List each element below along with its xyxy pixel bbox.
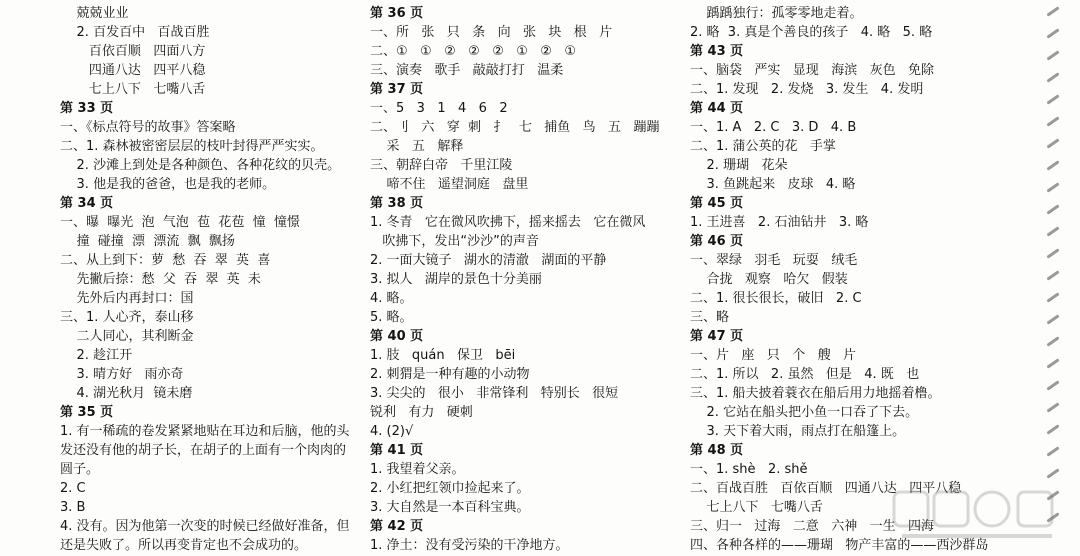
page-heading: 第 43 页 xyxy=(690,44,744,59)
answer-line: 啼不住 遥望洞庭 盘里 xyxy=(370,177,529,192)
answer-line: 3. 大自然是一本百科宝典。 xyxy=(370,500,530,515)
answer-line: 三、归一 过海 二意 六神 一生 四海 xyxy=(690,519,934,534)
answer-column-1 xyxy=(60,0,360,556)
answer-line: 二、1. 蒲公英的花 手掌 xyxy=(690,139,836,154)
binding-mark xyxy=(1046,270,1059,280)
answer-line: 1. 有一稀疏的卷发紧紧地贴在耳边和后脑，他的头 xyxy=(60,424,350,439)
binding-mark xyxy=(1046,94,1059,104)
answer-line: 3. 他是我的爸爸，也是我的老师。 xyxy=(60,177,276,192)
page-heading: 第 41 页 xyxy=(370,443,424,458)
answer-column-3 xyxy=(690,0,1010,556)
answer-line: 二、1. 所以 2. 虽然 但是 4. 既 也 xyxy=(690,367,920,382)
answer-line: 1. 冬青 它在微风吹拂下，摇来摇去 它在微风 xyxy=(370,215,646,230)
answer-line: 锐利 有力 硬刺 xyxy=(370,405,473,420)
page-heading: 第 38 页 xyxy=(370,196,424,211)
answer-line: 三、朝辞白帝 千里江陵 xyxy=(370,158,513,173)
binding-mark xyxy=(1046,314,1059,324)
answer-line: 一、1. A 2. C 3. D 4. B xyxy=(690,120,857,135)
answer-line: 1. 净土：没有受污染的干净地方。 xyxy=(370,538,569,553)
answer-line: 3. 天下着大雨，雨点打在船篷上。 xyxy=(690,424,906,439)
answer-line: 二、百战百胜 百依百顺 四通八达 四平八稳 xyxy=(690,481,962,496)
page-heading: 第 46 页 xyxy=(690,234,744,249)
page-heading: 第 37 页 xyxy=(370,82,424,97)
binding-mark xyxy=(1046,28,1059,38)
binding-mark xyxy=(1046,446,1059,456)
answer-line: 三、1. 船夫披着蓑衣在船后用力地摇着橹。 xyxy=(690,386,941,401)
answer-line: 还是失败了。所以再变肯定也不会成功的。 xyxy=(60,538,308,553)
binding-mark xyxy=(1046,358,1059,368)
page-heading: 第 44 页 xyxy=(690,101,744,116)
answer-line: 撞 碰撞 漂 漂流 飘 飘扬 xyxy=(60,234,235,249)
answer-line: 一、脑袋 严实 显现 海滨 灰色 免除 xyxy=(690,63,934,78)
answer-line: 二、1. 发现 2. 发烧 3. 发生 4. 发明 xyxy=(690,82,924,97)
answer-line: 百依百顺 四面八方 xyxy=(60,44,206,59)
answer-line: 二、从上到下：萝 愁 吞 翠 英 喜 xyxy=(60,253,271,268)
binding-mark xyxy=(1046,138,1059,148)
binding-mark xyxy=(1046,204,1059,214)
answer-line: 4. 湖光秋月 镜未磨 xyxy=(60,386,193,401)
answer-column-2 xyxy=(370,0,690,556)
page-heading: 第 45 页 xyxy=(690,196,744,211)
binding-mark xyxy=(1046,468,1059,478)
answer-line: 2. 它站在船头把小鱼一口吞了下去。 xyxy=(690,405,919,420)
answer-line: 3. 拟人 湖岸的景色十分美丽 xyxy=(370,272,542,287)
answer-line: 一、5 3 1 4 6 2 xyxy=(370,101,508,116)
answer-line: 4. 略。 xyxy=(370,291,413,306)
binding-mark xyxy=(1046,336,1059,346)
answer-line: 一、所 张 只 条 向 张 块 根 片 xyxy=(370,25,613,40)
answer-line: 2. 略 3. 真是个善良的孩子 4. 略 5. 略 xyxy=(690,25,933,40)
answer-line: 采 五 解释 xyxy=(370,139,464,154)
binding-mark xyxy=(1046,72,1059,82)
answer-line: 4. 没有。因为他第一次变的时候已经做好准备，但 xyxy=(60,519,350,534)
answer-line: 七上八下 七嘴八舌 xyxy=(690,500,823,515)
answer-line: 二、1. 森林被密密层层的枝叶封得严严实实。 xyxy=(60,139,324,154)
binding-mark xyxy=(1046,6,1059,16)
binding-mark xyxy=(1046,292,1059,302)
binding-mark xyxy=(1046,116,1059,126)
page-heading: 第 35 页 xyxy=(60,405,114,420)
answer-line: 一、片 座 只 个 艘 片 xyxy=(690,348,856,363)
answer-line: 3. 鱼跳起来 皮球 4. 略 xyxy=(690,177,856,192)
answer-line: 二、① ① ② ② ② ① ② ① xyxy=(370,44,577,59)
answer-line: 一、曝 曝光 泡 气泡 苞 花苞 憧 憧憬 xyxy=(60,215,300,230)
answer-line: 先撇后捺：愁 父 吞 翠 英 未 xyxy=(60,272,261,287)
answer-line: 踽踽独行：孤零零地走着。 xyxy=(690,6,863,21)
binding-mark xyxy=(1046,424,1059,434)
page-heading: 第 48 页 xyxy=(690,443,744,458)
binding-mark xyxy=(1046,226,1059,236)
answer-line: 一、《标点符号的故事》答案略 xyxy=(60,120,236,135)
answer-line: 4. (2)√ xyxy=(370,424,414,439)
answer-line: 2. C xyxy=(60,481,86,496)
answer-line: 二、1. 很长很长，破旧 2. C xyxy=(690,291,862,306)
answer-line: 2. 沙滩上到处是各种颜色、各种花纹的贝壳。 xyxy=(60,158,341,173)
answer-line: 2. 趁江开 xyxy=(60,348,133,363)
answer-line: 1. 肢 quán 保卫 bēi xyxy=(370,348,516,363)
binding-mark xyxy=(1046,402,1059,412)
answer-line: 四通八达 四平八稳 xyxy=(60,63,206,78)
answer-line: 三、演奏 歌手 敲敲打打 温柔 xyxy=(370,63,564,78)
page-heading: 第 42 页 xyxy=(370,519,424,534)
answer-line: 2. 珊瑚 花朵 xyxy=(690,158,788,173)
page-heading: 第 34 页 xyxy=(60,196,114,211)
answer-line: 2. 百发百中 百战百胜 xyxy=(60,25,210,40)
answer-line: 四、各种各样的——珊瑚 物产丰富的——西沙群岛 xyxy=(690,538,989,553)
answer-line: 二人同心，其利断金 xyxy=(60,329,194,344)
answer-line: 3. 尖尖的 很小 非常锋利 特别长 很短 xyxy=(370,386,619,401)
answer-line: 七上八下 七嘴八舌 xyxy=(60,82,206,97)
page-heading: 第 40 页 xyxy=(370,329,424,344)
page-heading: 第 33 页 xyxy=(60,101,114,116)
answer-line: 发还没有他的胡子长，在胡子的上面有一个肉肉的 xyxy=(60,443,347,458)
binding-mark xyxy=(1046,248,1059,258)
answer-line: 三、略 xyxy=(690,310,730,325)
binding-mark xyxy=(1046,160,1059,170)
answer-line: 2. 小红把红领巾捡起来了。 xyxy=(370,481,530,496)
binding-mark xyxy=(1046,182,1059,192)
answer-line: 一、1. shè 2. shě xyxy=(690,462,808,477)
answer-line: 二、刂 六 穿 刺 扌 七 捕鱼 鸟 五 蹦蹦 xyxy=(370,120,660,135)
binding-mark xyxy=(1046,50,1059,60)
answer-line: 三、1. 人心齐，泰山移 xyxy=(60,310,194,325)
answer-line: 2. 一面大镜子 湖水的清澈 湖面的平静 xyxy=(370,253,607,268)
answer-line: 圆子。 xyxy=(60,462,100,477)
answer-line: 兢兢业业 xyxy=(60,6,129,21)
page-heading: 第 47 页 xyxy=(690,329,744,344)
answer-line: 一、翠绿 羽毛 玩耍 绒毛 xyxy=(690,253,858,268)
answer-line: 合拢 观察 哈欠 假装 xyxy=(690,272,848,287)
answer-line: 1. 王进喜 2. 石油钻井 3. 略 xyxy=(690,215,869,230)
answer-line: 吹拂下，发出“沙沙”的声音 xyxy=(370,234,539,249)
page-heading: 第 36 页 xyxy=(370,6,424,21)
answer-line: 1. 我望着父亲。 xyxy=(370,462,465,477)
watermark-logo xyxy=(892,486,1062,546)
answer-line: 先外后内再封口：国 xyxy=(60,291,194,306)
answer-line: 2. 刺猬是一种有趣的小动物 xyxy=(370,367,530,382)
binding-edge-marks xyxy=(1032,0,1080,556)
answer-line: 3. B xyxy=(60,500,86,515)
answer-line: 5. 略。 xyxy=(370,310,413,325)
binding-mark xyxy=(1046,380,1059,390)
answer-line: 3. 晴方好 雨亦奇 xyxy=(60,367,184,382)
